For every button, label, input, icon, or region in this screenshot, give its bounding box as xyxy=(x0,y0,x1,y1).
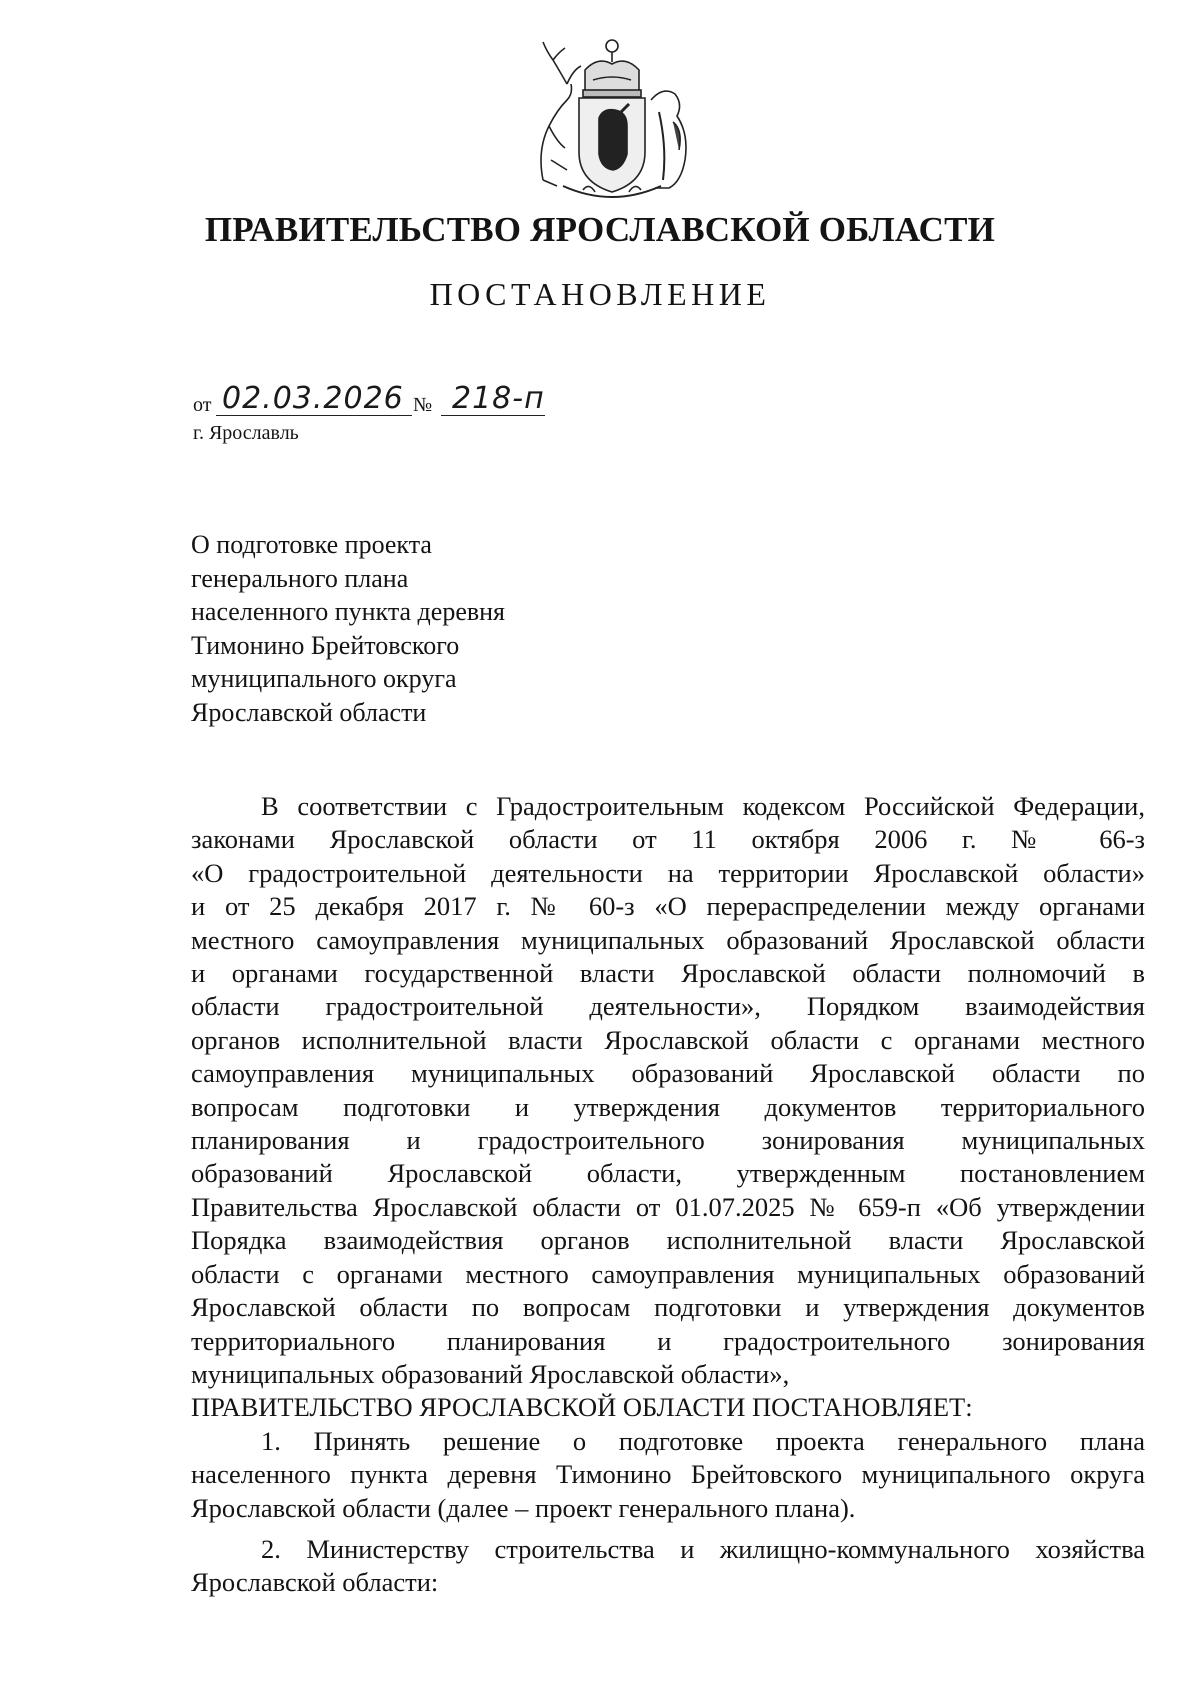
coat-of-arms-emblem xyxy=(523,30,701,200)
number-prefix: № xyxy=(413,394,433,416)
city-name: г. Ярославль xyxy=(193,422,299,444)
body-line: Правительства Ярославской области от 01.07.2025 № 659-п «Об утверждении xyxy=(191,1191,1145,1222)
item-2-line: 2. Министерству строительства и жилищно-коммунального хозяйства xyxy=(261,1533,1145,1564)
body-line: области градостроительной деятельности», Порядком взаимодействия xyxy=(191,991,1145,1022)
subject-line: генерального плана xyxy=(191,563,409,593)
body-line: территориального планирования и градостроительного зонирования xyxy=(191,1325,1145,1356)
body-line: муниципальных образований Ярославской области», xyxy=(191,1358,790,1389)
document-subject xyxy=(191,528,505,730)
decree-statement: ПРАВИТЕЛЬСТВО ЯРОСЛАВСКОЙ ОБЛАСТИ ПОСТАНОВЛЯЕТ: xyxy=(191,1392,973,1423)
body-line: вопросам подготовки и утверждения документов территориального xyxy=(191,1091,1145,1122)
document-body xyxy=(191,790,1145,1600)
subject-line: муниципального округа xyxy=(191,664,457,694)
body-line: В соответствии с Градостроительным кодексом Российской Федерации, xyxy=(261,791,1145,821)
subject-line: населенного пункта деревня xyxy=(191,597,506,627)
body-line: местного самоуправления муниципальных образований Ярославской области xyxy=(191,924,1145,955)
organization-name: ПРАВИТЕЛЬСТВО ЯРОСЛАВСКОЙ ОБЛАСТИ xyxy=(204,210,996,249)
item-2-line: Ярославской области: xyxy=(191,1567,439,1598)
body-line: законами Ярославской области от 11 октября 2006 г. № 66-з xyxy=(191,824,1145,855)
handwritten-date: 02.03.2026 xyxy=(222,381,404,416)
body-line: органов исполнительной власти Ярославской области с органами местного xyxy=(191,1024,1145,1055)
body-line: «О градостроительной деятельности на территории Ярославской области» xyxy=(191,857,1145,888)
body-line: и органами государственной власти Ярославской области полномочий в xyxy=(191,958,1145,989)
subject-line: Тимонино Брейтовского xyxy=(191,630,460,660)
document-type: ПОСТАНОВЛЕНИЕ xyxy=(429,276,771,312)
item-1-line: населенного пункта деревня Тимонино Брейтовского муниципального округа xyxy=(191,1459,1145,1490)
body-line: Ярославской области по вопросам подготовки и утверждения документов xyxy=(191,1292,1145,1323)
item-1-line: Ярославской области (далее – проект генерального плана). xyxy=(191,1492,856,1523)
body-line: планирования и градостроительного зонирования муниципальных xyxy=(191,1125,1145,1156)
subject-line: О подготовке проекта xyxy=(191,530,432,559)
body-line: Порядка взаимодействия органов исполнительной власти Ярославской xyxy=(191,1225,1145,1256)
body-line: и от 25 декабря 2017 г. № 60-з «О перераспределении между органами xyxy=(191,891,1145,922)
body-line: области с органами местного самоуправления муниципальных образований xyxy=(191,1258,1145,1289)
date-prefix: от xyxy=(193,394,212,416)
subject-line: Ярославской области xyxy=(191,697,427,727)
handwritten-number: 218-п xyxy=(452,381,545,416)
body-line: образований Ярославской области, утвержденным постановлением xyxy=(191,1158,1145,1189)
item-1-line: 1. Принять решение о подготовке проекта генерального плана xyxy=(261,1425,1145,1456)
body-line: самоуправления муниципальных образований Ярославской области по xyxy=(191,1058,1145,1089)
